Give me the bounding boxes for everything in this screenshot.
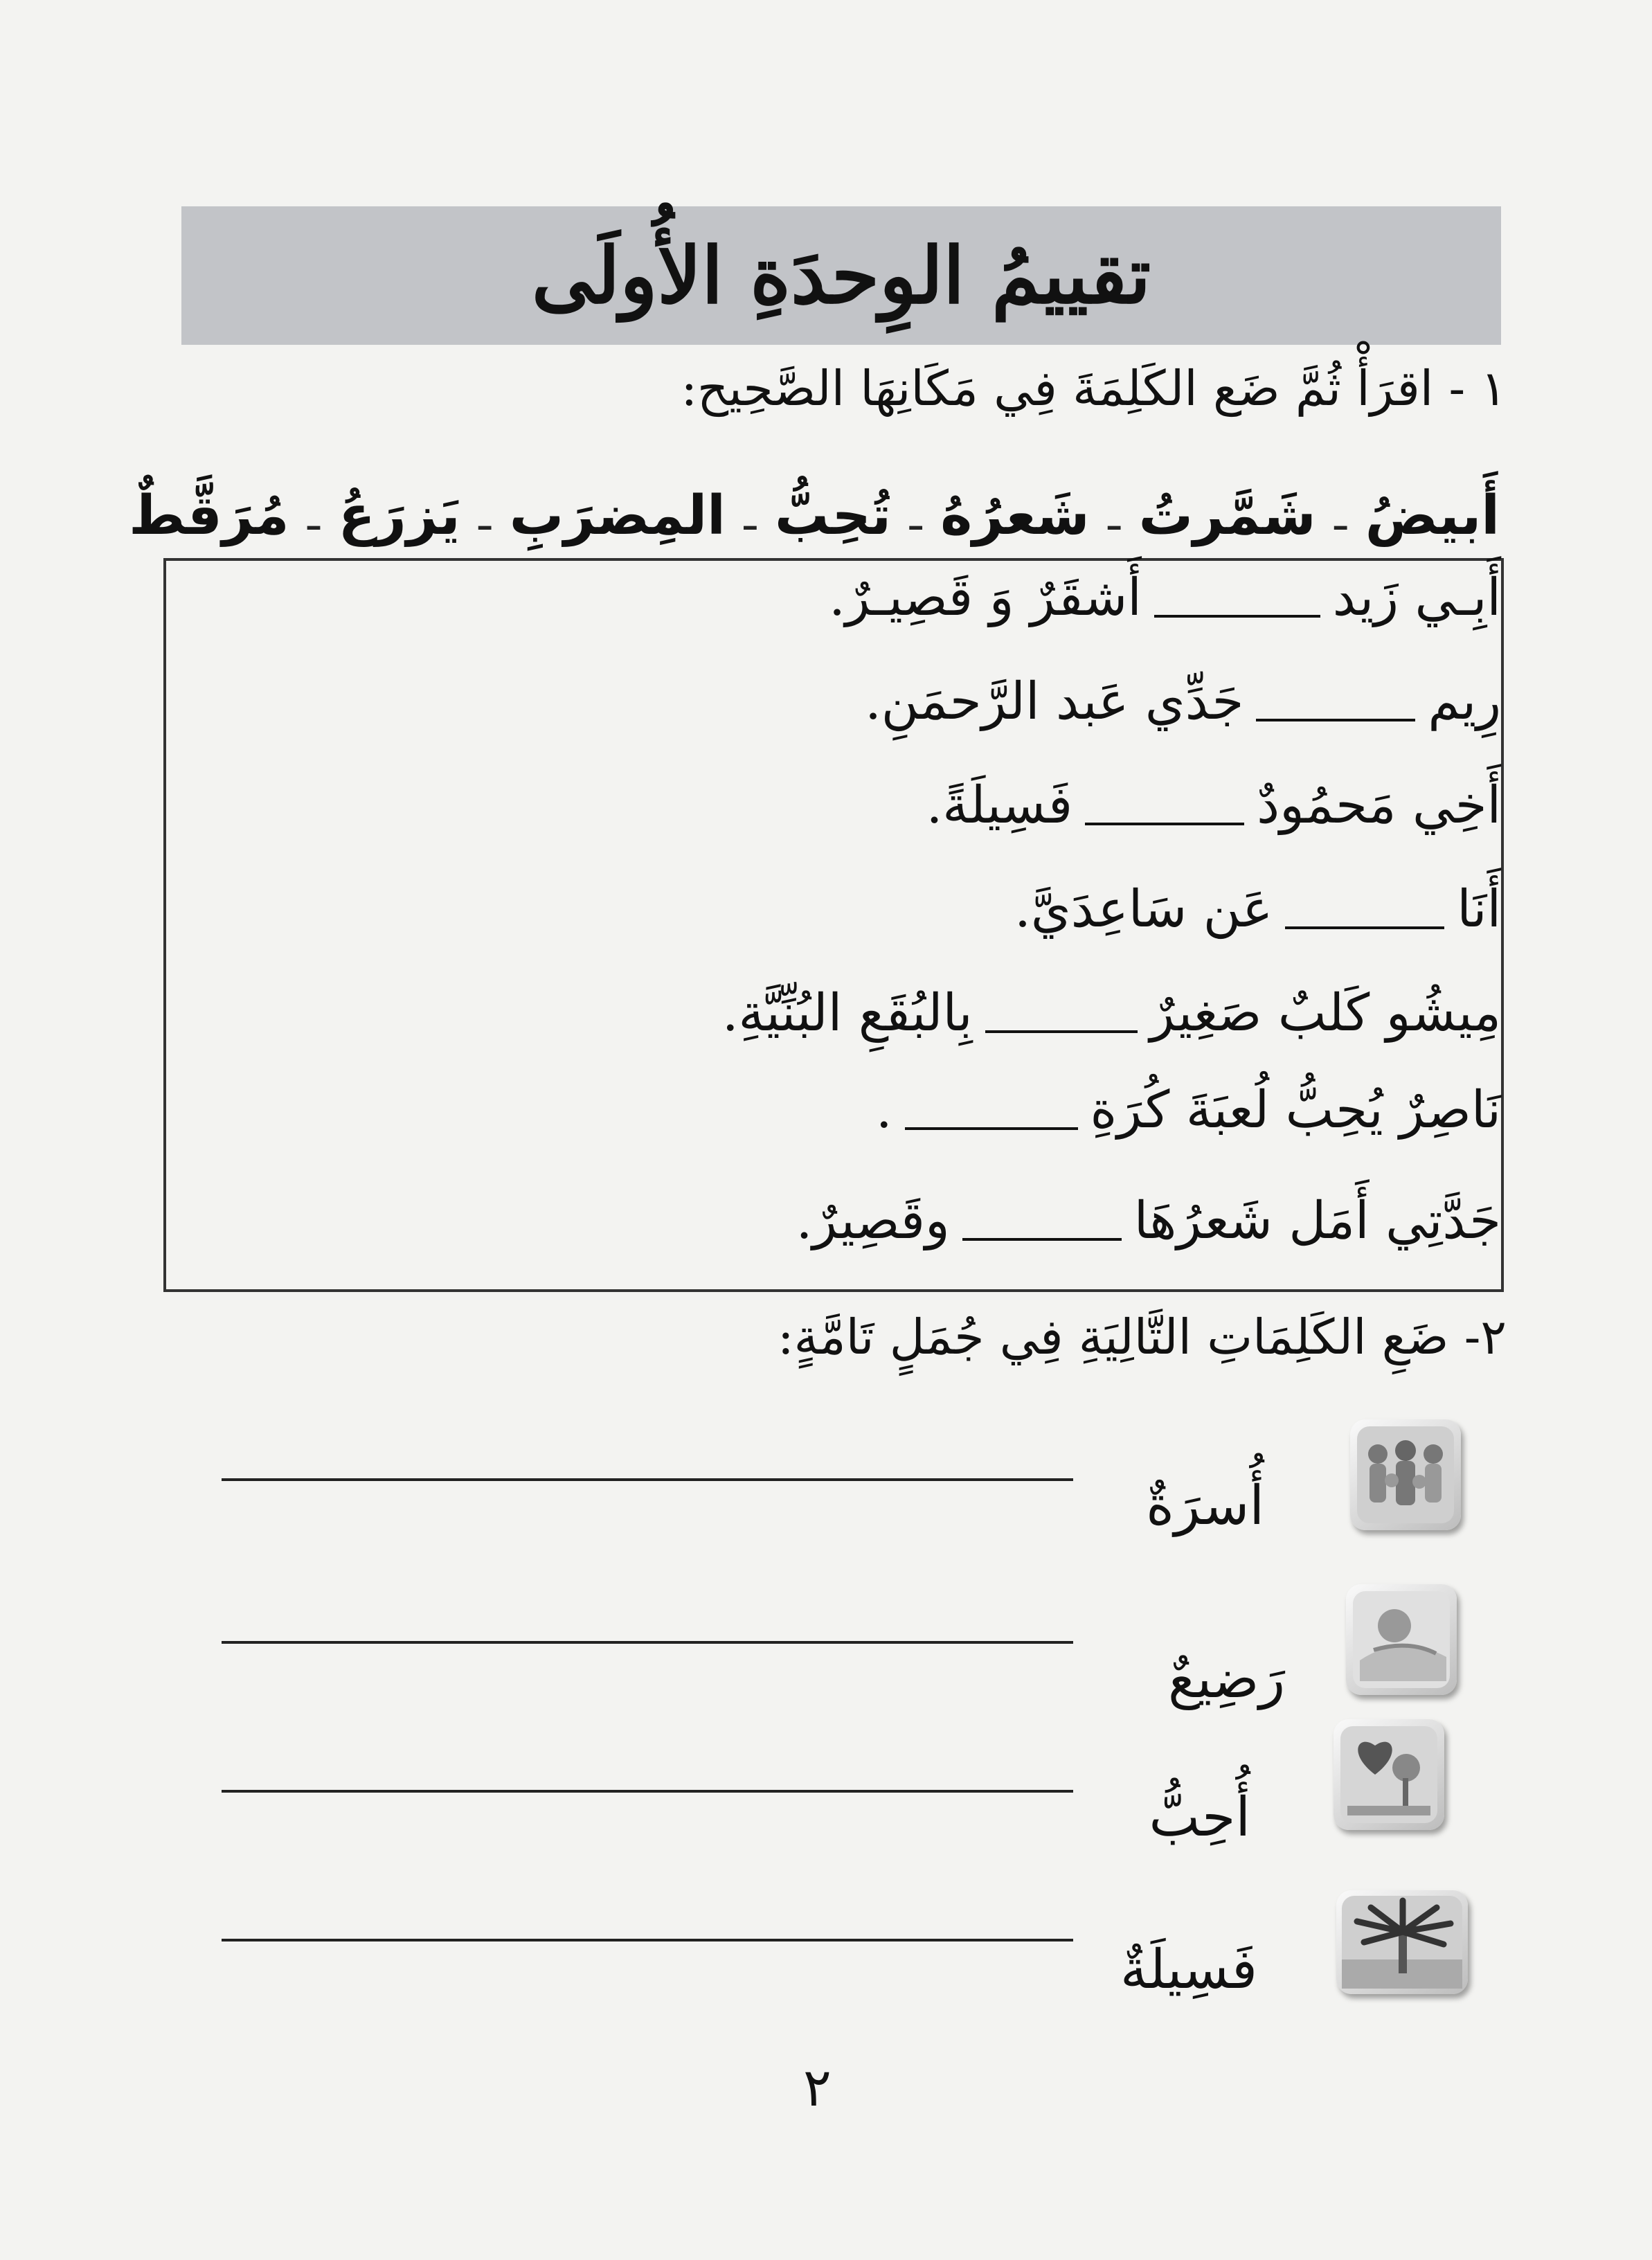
sentence-text: وقَصِيرٌ. (796, 1191, 950, 1250)
word-bank-separator: ـ (1108, 492, 1120, 540)
q1-instruction: ١ - اقرَأْ ثُمَّ ضَع الكَلِمَةَ فِي مَكَانِهَا الصَّحِيح: (681, 360, 1507, 417)
sentence-text: رِيم (1428, 672, 1501, 731)
sentence-1 (829, 568, 1501, 627)
word-bank-item: مُرَقَّطٌ (129, 485, 289, 547)
sentence-text: عَن سَاعِدَيَّ. (1014, 879, 1273, 939)
title-banner (181, 206, 1501, 345)
heart-tree-icon (1334, 1719, 1444, 1830)
q2-word: أُحِبُّ (1149, 1786, 1250, 1849)
sentence-text: أَبِـي زَيد (1332, 568, 1501, 627)
sentence-text: جَدِّي عَبد الرَّحمَنِ. (865, 672, 1244, 731)
word-bank (129, 471, 1500, 561)
word-bank-item: يَزرَعُ (338, 485, 460, 547)
sentence-text: أَنَا (1457, 879, 1501, 939)
q2-instruction: ٢- ضَعِ الكَلِمَاتِ التَّالِيَةِ فِي جُمَلٍ تَامَّةٍ: (778, 1309, 1507, 1365)
sentence-4 (1014, 879, 1501, 939)
word-bank-separator: ـ (307, 492, 320, 540)
sentence-text: أَخِي مَحمُودٌ (1257, 775, 1501, 835)
baby-icon (1346, 1584, 1457, 1695)
word-bank-item: المِضرَبِ (509, 485, 726, 547)
word-bank-item: تُحِبُّ (775, 485, 892, 547)
sentence-text: أَشقَرٌ وَ قَصِيـرٌ. (829, 568, 1142, 627)
sentence-2 (865, 672, 1501, 731)
q2-word: فَسِيلَةٌ (1120, 1939, 1257, 2001)
answer-blank[interactable] (985, 1022, 1138, 1033)
page-title: تقييمُ الوِحدَةِ الأُولَى (531, 230, 1151, 321)
word-bank-separator: ـ (1334, 492, 1347, 540)
answer-line[interactable] (222, 1939, 1073, 1941)
sentence-3 (926, 775, 1501, 835)
sentence-7 (796, 1191, 1501, 1250)
answer-blank[interactable] (1256, 710, 1415, 721)
q2-word: أُسرَةٌ (1146, 1475, 1264, 1537)
answer-blank[interactable] (962, 1230, 1122, 1241)
sentence-text: جَدَّتِي أَمَل شَعرُهَا (1133, 1191, 1501, 1250)
answer-blank[interactable] (1285, 918, 1444, 929)
answer-line[interactable] (222, 1478, 1073, 1481)
word-bank-separator: ـ (909, 492, 922, 540)
sentence-text: نَاصِرٌ يُحِبُّ لُعبَةَ كُرَةِ (1090, 1080, 1501, 1140)
answer-blank[interactable] (1085, 814, 1244, 825)
sentence-text: مِيشُو كَلبٌ صَغِيرٌ (1149, 983, 1501, 1043)
answer-line[interactable] (222, 1641, 1073, 1644)
palm-tree-icon (1336, 1890, 1468, 1994)
word-bank-item: أَبيضُ (1365, 485, 1500, 547)
sentence-text: بِالبُقَعِ البُنِّيَّةِ. (722, 983, 973, 1043)
answer-line[interactable] (222, 1790, 1073, 1793)
word-bank-item: شَعرُهُ (940, 485, 1090, 547)
word-bank-item: شَمَّرتُ (1138, 485, 1316, 547)
sentence-text: . (875, 1080, 892, 1140)
sentence-6 (876, 1080, 1501, 1140)
family-icon (1350, 1419, 1461, 1530)
answer-blank[interactable] (1154, 607, 1320, 618)
word-bank-separator: ـ (478, 492, 491, 540)
sentence-text: فَسِيلَةً. (926, 775, 1073, 835)
q2-word: رَضِيعٌ (1168, 1648, 1285, 1710)
sentence-5 (722, 983, 1501, 1043)
answer-blank[interactable] (905, 1119, 1078, 1130)
page-number: ٢ (803, 2056, 832, 2118)
word-bank-separator: ـ (744, 492, 757, 540)
